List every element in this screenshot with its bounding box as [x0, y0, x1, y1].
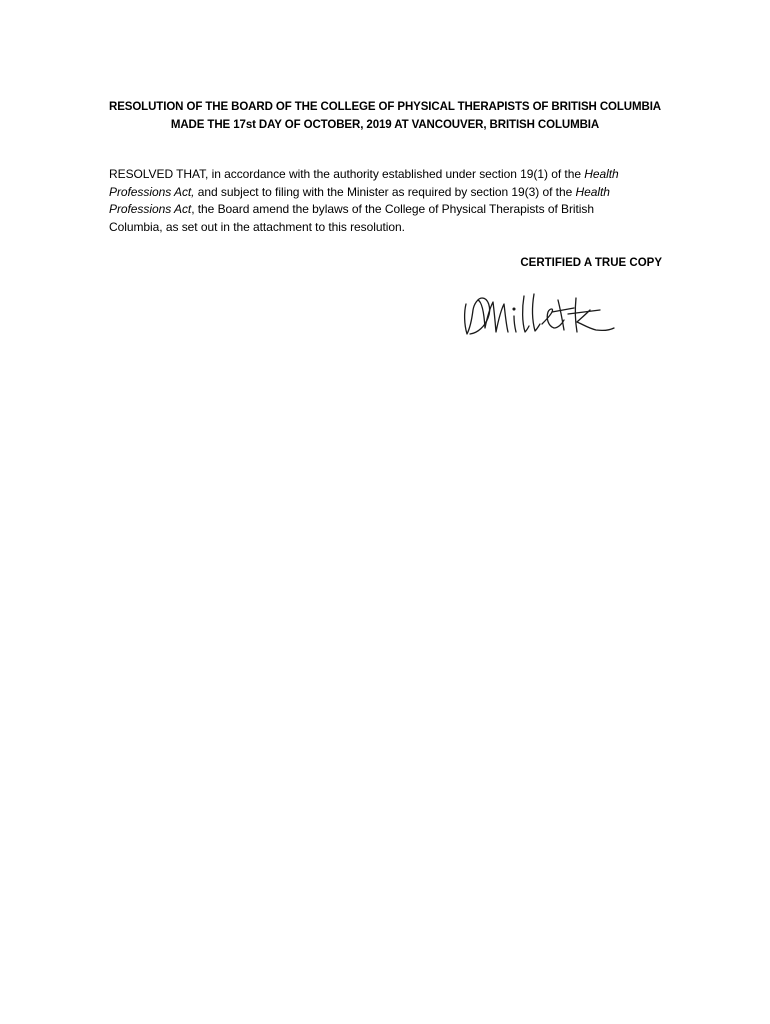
resolution-title	[100, 98, 670, 134]
body-line-2	[109, 184, 669, 202]
body-text-segment: RESOLVED THAT, in accordance with the authority established under section 19(1) of the	[109, 167, 585, 181]
title-line-2: MADE THE 17st DAY OF OCTOBER, 2019 AT VANCOUVER, BRITISH COLUMBIA	[170, 119, 600, 131]
body-line-3	[109, 201, 669, 219]
act-name-italic: Professions Act,	[109, 184, 195, 199]
body-text-segment: and subject to filing with the Minister as required by section 19(3) of the	[194, 184, 576, 199]
body-line-4: Columbia, as set out in the attachment to this resolution.	[109, 220, 405, 235]
certified-true-copy-label: CERTIFIED A TRUE COPY	[520, 257, 662, 269]
resolution-body	[109, 166, 669, 237]
act-name-italic: Health	[575, 184, 610, 199]
body-text-segment: , the Board amend the bylaws of the College of Physical Therapists of British	[191, 202, 594, 217]
title-line-1: RESOLUTION OF THE BOARD OF THE COLLEGE OF PHYSICAL THERAPISTS OF BRITISH COLUMBIA	[108, 101, 661, 113]
act-name-italic: Health	[584, 167, 619, 181]
act-name-italic: Professions Act	[109, 202, 192, 217]
body-line-1	[109, 166, 669, 184]
handwritten-signature	[458, 290, 623, 340]
